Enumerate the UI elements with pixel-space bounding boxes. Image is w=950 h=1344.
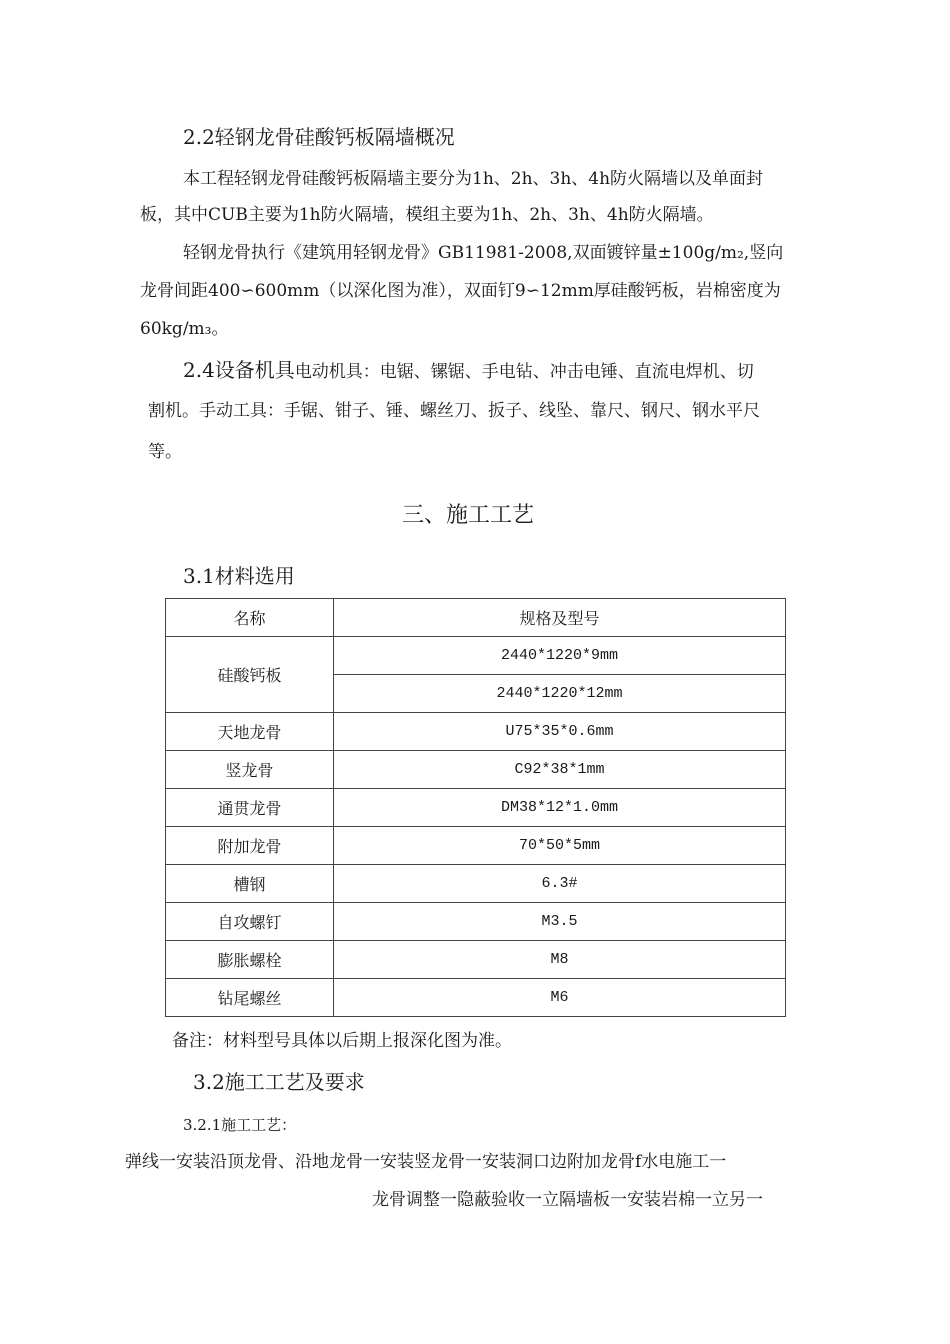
- paragraph-line: 60kg/m₃。: [140, 319, 229, 339]
- materials-table: [165, 598, 786, 1017]
- section-heading-3-1: 3.1材料选用: [183, 564, 295, 588]
- cell-name: 槽钢: [166, 865, 334, 903]
- paragraph-line: 割机。手动工具：手锯、钳子、锤、螺丝刀、扳子、线坠、靠尺、钢尺、钢水平尺: [148, 401, 760, 421]
- table-row: [166, 903, 786, 941]
- header-spec: 规格及型号: [334, 599, 786, 637]
- paragraph-line: 等。: [148, 442, 182, 462]
- table-row: [166, 751, 786, 789]
- header-name: 名称: [166, 599, 334, 637]
- cell-spec: 2440*1220*9mm: [334, 637, 786, 675]
- cell-name: 天地龙骨: [166, 713, 334, 751]
- section-heading-2-4: 2.4设备机具: [183, 358, 295, 382]
- cell-name: 通贯龙骨: [166, 789, 334, 827]
- cell-spec: 70*50*5mm: [334, 827, 786, 865]
- table-row: [166, 789, 786, 827]
- table-row: [166, 637, 786, 675]
- cell-name: 膨胀螺栓: [166, 941, 334, 979]
- section-2-4-first-line: [183, 354, 754, 383]
- cell-spec: 2440*1220*12mm: [334, 675, 786, 713]
- chapter-title: 三、施工工艺: [402, 503, 535, 528]
- table-row: [166, 979, 786, 1017]
- cell-spec: M8: [334, 941, 786, 979]
- cell-name: 硅酸钙板: [166, 637, 334, 713]
- cell-spec: M6: [334, 979, 786, 1017]
- cell-spec: C92*38*1mm: [334, 751, 786, 789]
- cell-name: 附加龙骨: [166, 827, 334, 865]
- table-row: [166, 827, 786, 865]
- subsection-heading-3-2-1: 3.2.1施工工艺：: [183, 1116, 297, 1134]
- paragraph-line: 轻钢龙骨执行《建筑用轻钢龙骨》GB11981-2008,双面镀锌量±100g/m₂,竖向: [183, 243, 784, 263]
- section-heading-3-2: 3.2施工工艺及要求: [193, 1070, 365, 1094]
- table-row: [166, 713, 786, 751]
- paragraph-line: 本工程轻钢龙骨硅酸钙板隔墙主要分为1h、2h、3h、4h防火隔墙以及单面封: [183, 169, 764, 189]
- table-header-row: [166, 599, 786, 637]
- section-heading-2-2: 2.2轻钢龙骨硅酸钙板隔墙概况: [183, 125, 455, 149]
- cell-spec: 6.3#: [334, 865, 786, 903]
- process-flow-line: 弹线一安装沿顶龙骨、沿地龙骨一安装竖龙骨一安装洞口边附加龙骨f水电施工一: [125, 1152, 727, 1172]
- cell-name: 钻尾螺丝: [166, 979, 334, 1017]
- cell-spec: U75*35*0.6mm: [334, 713, 786, 751]
- table-row: [166, 865, 786, 903]
- paragraph-text: 电动机具：电锯、镙锯、手电钻、冲击电锤、直流电焊机、切: [294, 362, 754, 382]
- table-row: [166, 941, 786, 979]
- cell-name: 自攻螺钉: [166, 903, 334, 941]
- cell-spec: DM38*12*1.0mm: [334, 789, 786, 827]
- process-flow-line: 龙骨调整一隐蔽验收一立隔墙板一安装岩棉一立另一: [372, 1190, 763, 1210]
- paragraph-line: 龙骨间距400∽600mm（以深化图为准），双面钉9∽12mm厚硅酸钙板，岩棉密度为: [140, 281, 781, 301]
- cell-name: 竖龙骨: [166, 751, 334, 789]
- paragraph-line: 板，其中CUB主要为1h防火隔墙，模组主要为1h、2h、3h、4h防火隔墙。: [140, 205, 714, 225]
- table-note: 备注：材料型号具体以后期上报深化图为准。: [172, 1031, 512, 1051]
- cell-spec: M3.5: [334, 903, 786, 941]
